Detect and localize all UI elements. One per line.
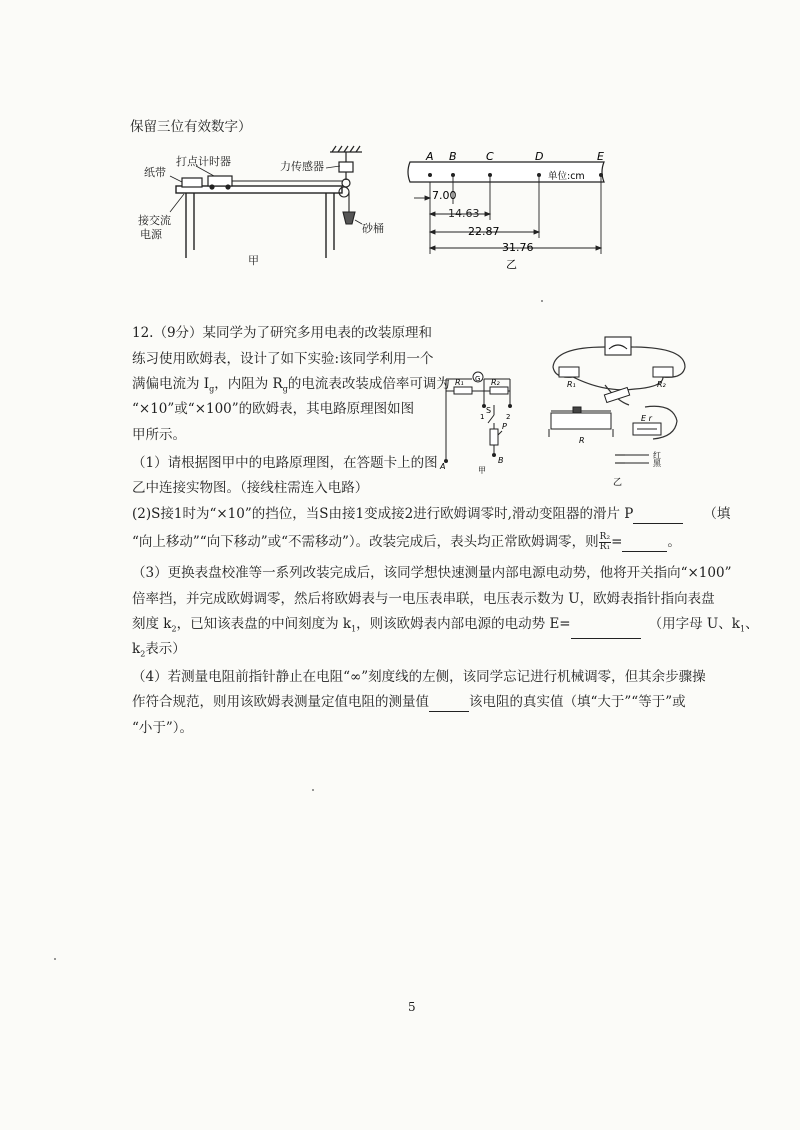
label-ac-line1: 接交流 <box>138 214 171 227</box>
point-d: D <box>535 150 544 163</box>
distance-ac: 14.63 <box>448 207 480 220</box>
q12-intro-line2: 练习使用欧姆表，设计了如下实验:该同学利用一个 <box>132 351 434 367</box>
caption-jia-2: 甲 <box>478 466 486 475</box>
physical-label-r2: R₂ <box>657 380 666 389</box>
q12-intro-line3: 满偏电流为 $I_g$，内阻为 $R_g$的电流表改装成倍率可调为 <box>132 376 450 394</box>
distance-ad: 22.87 <box>468 225 500 238</box>
circuit-label-r1: R₁ <box>455 378 464 387</box>
circuit-label-r2: R₂ <box>491 378 500 387</box>
point-c: C <box>486 150 494 163</box>
label-force-sensor: 力传感器 <box>280 160 324 173</box>
circuit-label-2: 2 <box>506 413 511 421</box>
q12-part1-line1: （1）请根据图甲中的电路原理图，在答题卡上的图 <box>132 455 438 471</box>
label-tape: 纸带 <box>144 166 166 179</box>
answer-blank-comparison[interactable] <box>429 711 469 712</box>
top-note: 保留三位有效数字） <box>130 119 252 135</box>
circuit-label-b: B <box>498 456 504 465</box>
label-timer: 打点计时器 <box>176 155 231 168</box>
probe-red-label: 红 <box>653 451 661 460</box>
caption-yi-1: 乙 <box>506 258 517 271</box>
q12-part3-line3: 刻度 $k_2$，已知该表盘的中间刻度为 $k_1$，则该欧姆表内部电源的电动势 E= （用字母 U、$k_1$、 <box>132 615 759 639</box>
q12-part2-line1: (2)S接1时为“×10”的挡位，当S由接1变成接2进行欧姆调零时,滑动变阻器的滑片 P （填 <box>132 506 731 522</box>
paper-tape-figure <box>398 148 613 270</box>
q12-part1-line2: 乙中连接实物图。（接线柱需连入电路） <box>132 480 369 496</box>
caption-yi-2: 乙 <box>613 478 623 488</box>
circuit-label-p: P <box>502 422 507 431</box>
answer-blank-emf[interactable] <box>571 638 641 639</box>
distance-ae: 31.76 <box>502 241 534 254</box>
distance-ab: 7.00 <box>432 189 457 202</box>
answer-blank-ratio[interactable] <box>622 551 667 552</box>
meter-galvanometer <box>605 337 631 355</box>
resistor-r2 <box>653 367 673 377</box>
q12-part2-line2: “向上移动”“向下移动”或“不需移动”）。改装完成后，表头均正常欧姆调零，则 $\frac{\text{R₂}}{\text{R₁}}$ = 。 <box>132 532 681 552</box>
q12-intro-line1: 12.（9分）某同学为了研究多用电表的改装原理和 <box>132 325 433 341</box>
circuit-label-a: A <box>440 462 446 471</box>
test-probes <box>615 455 649 463</box>
physical-label-er: E r <box>641 414 652 423</box>
physical-wiring-figure <box>545 333 695 493</box>
point-b: B <box>449 150 457 163</box>
circuit-galvanometer: G <box>475 375 481 383</box>
ratio-fraction: $\frac{\text{R₂}}{\text{R₁}}$ <box>599 532 611 552</box>
point-e: E <box>597 150 604 163</box>
q12-part4-line1: （4）若测量电阻前指针静止在电阻“∞”刻度线的左侧，该同学忘记进行机械调零，但其余步骤操 <box>132 669 706 685</box>
q12-part4-line2: 作符合规范，则用该欧姆表测量定值电阻的测量值 该电阻的真实值（填“大于”“等于”或 <box>132 694 686 710</box>
circuit-label-1: 1 <box>480 413 485 421</box>
rheostat <box>549 407 613 437</box>
circuit-diagram <box>440 365 530 475</box>
physical-label-r: R <box>579 436 585 445</box>
q12-part3-line2: 倍率挡，并完成欧姆调零，然后将欧姆表与一电压表串联，电压表示数为 U，欧姆表指针指向表盘 <box>132 591 715 607</box>
point-a: A <box>426 150 434 163</box>
table <box>176 186 342 258</box>
q12-intro-line5: 甲所示。 <box>132 427 186 443</box>
battery <box>633 423 661 435</box>
apparatus-figure <box>130 140 384 270</box>
q12-part3-line4: $k_2$表示） <box>132 641 186 659</box>
caption-jia-1: 甲 <box>248 254 259 267</box>
q12-part3-line1: （3）更换表盘校准等一系列改装完成后，该同学想快速测量内部电源电动势，他将开关指向“×100” <box>132 565 732 581</box>
answer-blank-slider[interactable] <box>633 523 683 524</box>
q12-intro-line4: “×10”或“×100”的欧姆表，其电路原理图如图 <box>132 401 415 417</box>
physical-label-r1: R₁ <box>567 380 576 389</box>
unit-label: 单位:cm <box>548 171 585 182</box>
q12-part4-line3: “小于”）。 <box>132 720 194 736</box>
label-ac-line2: 电源 <box>140 228 162 241</box>
resistor-r1 <box>559 367 579 377</box>
label-sand-bucket: 砂桶 <box>362 222 384 235</box>
probe-black-label: 黑 <box>653 459 661 468</box>
page-number: 5 <box>408 1000 416 1014</box>
circuit-label-s: S <box>486 406 492 415</box>
